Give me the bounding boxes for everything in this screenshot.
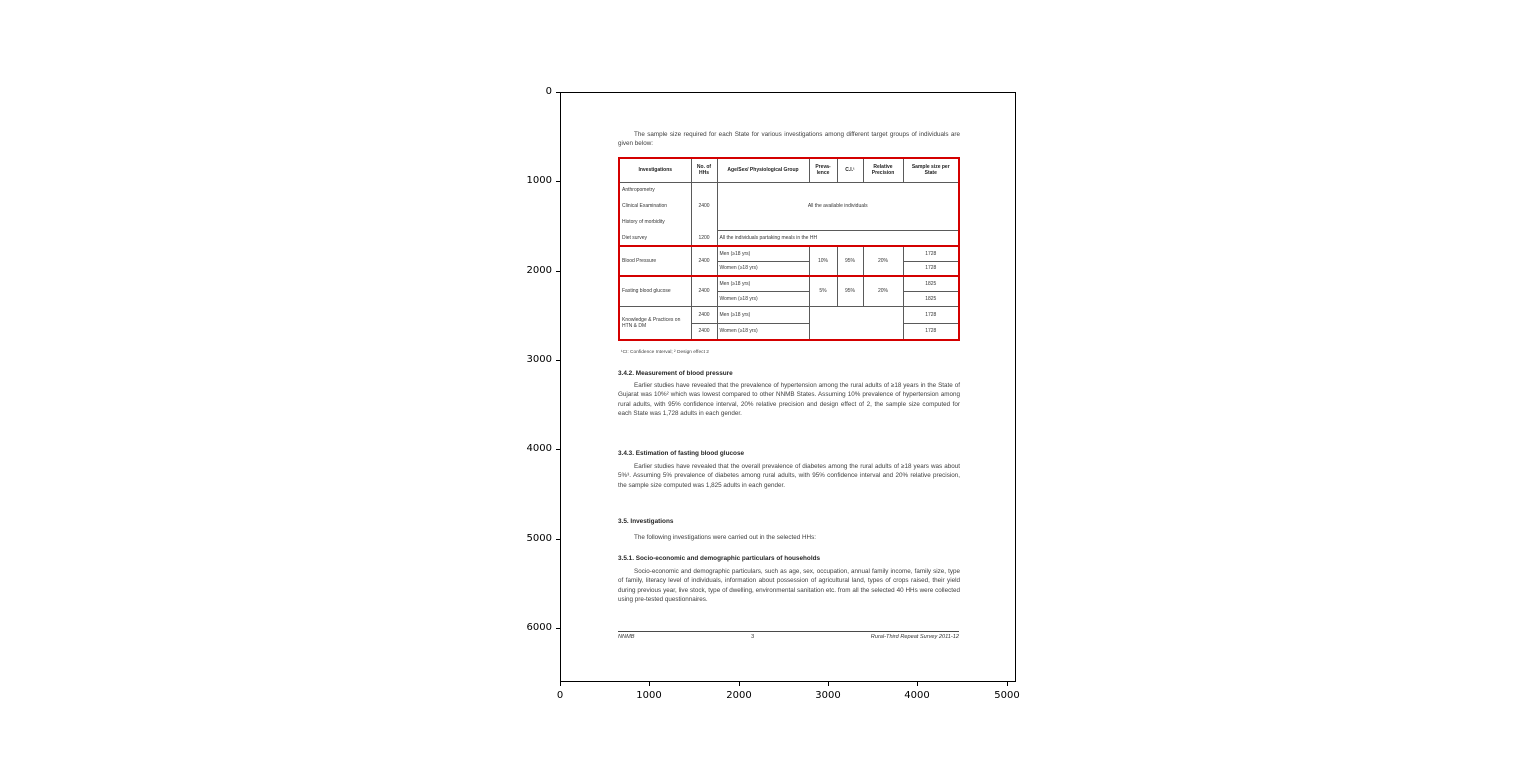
cell-glucose-sample-men: 1825 bbox=[903, 276, 959, 291]
cell-bp-sample-women: 1728 bbox=[903, 261, 959, 276]
x-tick-mark bbox=[560, 682, 561, 686]
x-tick-mark bbox=[739, 682, 740, 686]
cell-glucose-name: Fasting blood glucose bbox=[619, 276, 691, 306]
table-row bbox=[619, 276, 959, 291]
cell-knowledge-sample-women: 1728 bbox=[903, 323, 959, 340]
cell-bp-hhs: 2400 bbox=[691, 246, 717, 276]
header-hhs: No. of HHs bbox=[691, 158, 717, 182]
cell-diet-note: All the individuals partaking meals in the HH bbox=[717, 230, 959, 246]
cell-knowledge-hhs-women: 2400 bbox=[691, 323, 717, 340]
cell-knowledge-hhs-men: 2400 bbox=[691, 306, 717, 323]
cell-clinical: Clinical Examination bbox=[619, 198, 691, 214]
section-paragraph-351: Socio-economic and demographic particulars, such as age, sex, occupation, annual family income, family size, type of family, literacy level of individuals, information about possession of agricultural land, types of crops raised, their yield during previous year, live stock, type of dwelling, environmental sanitation etc. from all the selected 40 HHs were collected using pre-tested questionnaires. bbox=[618, 568, 960, 604]
cell-glucose-ci: 95% bbox=[837, 276, 863, 306]
cell-bp-men: Men (≥18 yrs) bbox=[717, 246, 809, 261]
table-cell bbox=[691, 182, 717, 198]
intro-paragraph: The sample size required for each State for various investigations among different target groups of individuals are given below: bbox=[618, 131, 960, 148]
y-tick-label: 4000 bbox=[526, 443, 552, 454]
y-tick-label: 1000 bbox=[526, 175, 552, 186]
table-footnote: ¹CI: Confidence Interval; ² Design effect 2 bbox=[621, 350, 709, 355]
x-tick-mark bbox=[828, 682, 829, 686]
x-tick-mark bbox=[1007, 682, 1008, 686]
cell-glucose-men: Men (≥18 yrs) bbox=[717, 276, 809, 291]
cell-bp-women: Women (≥18 yrs) bbox=[717, 261, 809, 276]
table-cell bbox=[691, 214, 717, 230]
cell-knowledge-sample-men: 1728 bbox=[903, 306, 959, 323]
y-tick-label: 2000 bbox=[526, 265, 552, 276]
sample-size-table bbox=[618, 157, 960, 341]
x-tick-label: 1000 bbox=[636, 690, 662, 701]
cell-bp-precision: 20% bbox=[863, 246, 903, 276]
table-header-row bbox=[619, 158, 959, 182]
header-precision: Relative Precision bbox=[863, 158, 903, 182]
x-tick-mark bbox=[649, 682, 650, 686]
page-footer bbox=[618, 631, 959, 640]
x-tick-label: 0 bbox=[556, 690, 564, 701]
table-row bbox=[619, 230, 959, 246]
section-heading-351: 3.5.1. Socio-economic and demographic particulars of households bbox=[618, 555, 821, 562]
header-investigations: Investigations bbox=[619, 158, 691, 182]
cell-glucose-prevalence: 5% bbox=[809, 276, 837, 306]
cell-knowledge-women: Women (≥18 yrs) bbox=[717, 323, 809, 340]
header-ci: C.I.¹ bbox=[837, 158, 863, 182]
x-tick-label: 2000 bbox=[726, 690, 752, 701]
section-paragraph-35: The following investigations were carried out in the selected HHs: bbox=[634, 534, 817, 541]
cell-knowledge-men: Men (≥18 yrs) bbox=[717, 306, 809, 323]
footer-page-number: 3 bbox=[751, 634, 755, 640]
cell-diet: Diet survey bbox=[619, 230, 691, 246]
footer-survey-name: Rural-Third Repeat Survey 2011-12 bbox=[870, 634, 959, 640]
cell-bp-prevalence: 10% bbox=[809, 246, 837, 276]
cell-history: History of morbidity bbox=[619, 214, 691, 230]
cell-bp-name: Blood Pressure bbox=[619, 246, 691, 276]
cell-glucose-precision: 20% bbox=[863, 276, 903, 306]
y-tick-label: 0 bbox=[545, 86, 552, 97]
cell-knowledge-name: Knowledge & Practices on HTN & DM bbox=[619, 306, 691, 340]
cell-bp-sample-men: 1728 bbox=[903, 246, 959, 261]
section-heading-343: 3.4.3. Estimation of fasting blood glucose bbox=[618, 450, 745, 457]
y-tick-label: 6000 bbox=[526, 622, 552, 633]
table-row bbox=[619, 182, 959, 198]
table-cell bbox=[809, 306, 903, 340]
y-tick-label: 3000 bbox=[526, 354, 552, 365]
section-paragraph-343: Earlier studies have revealed that the overall prevalence of diabetes among the rural adults of ≥18 years was about 5%³. Assuming 5% prevalence of diabetes among rural adults, with 95% confidence interval and 20% relative precision, the sample size computed was 1,825 adults in each gender. bbox=[618, 463, 960, 489]
x-tick-label: 3000 bbox=[815, 690, 841, 701]
footer-report-name: NNMB bbox=[618, 634, 635, 640]
plot-axes-document-page bbox=[560, 92, 1016, 682]
cell-anthropometry: Anthropometry bbox=[619, 182, 691, 198]
y-tick-label: 5000 bbox=[526, 533, 552, 544]
cell-glucose-sample-women: 1825 bbox=[903, 291, 959, 306]
cell-bp-ci: 95% bbox=[837, 246, 863, 276]
cell-diet-hhs: 1200 bbox=[691, 230, 717, 246]
header-group: Age/Sex/ Physiological Group bbox=[717, 158, 809, 182]
x-tick-label: 5000 bbox=[994, 690, 1020, 701]
x-tick-label: 4000 bbox=[904, 690, 930, 701]
section-paragraph-342: Earlier studies have revealed that the prevalence of hypertension among the rural adults of ≥18 years in the State of Gujarat was 10%² which was lowest compared to other NNMB States. Assuming 10% prevalence of hypertension among rural adults, with 95% confidence interval, 20% relative precision and design effect of 2, the sample size computed for each State was 1,728 adults in each gender. bbox=[618, 382, 960, 418]
header-prevalence: Preva- lence bbox=[809, 158, 837, 182]
section-heading-35: 3.5. Investigations bbox=[618, 518, 674, 525]
table-row bbox=[619, 246, 959, 261]
cell-glucose-hhs: 2400 bbox=[691, 276, 717, 306]
header-sample: Sample size per State bbox=[903, 158, 959, 182]
section-heading-342: 3.4.2. Measurement of blood pressure bbox=[618, 370, 733, 377]
cell-clinical-hhs: 2400 bbox=[691, 198, 717, 214]
cell-glucose-women: Women (≥18 yrs) bbox=[717, 291, 809, 306]
x-tick-mark bbox=[917, 682, 918, 686]
cell-merged-note: All the available individuals bbox=[717, 182, 959, 230]
table-row bbox=[619, 306, 959, 323]
